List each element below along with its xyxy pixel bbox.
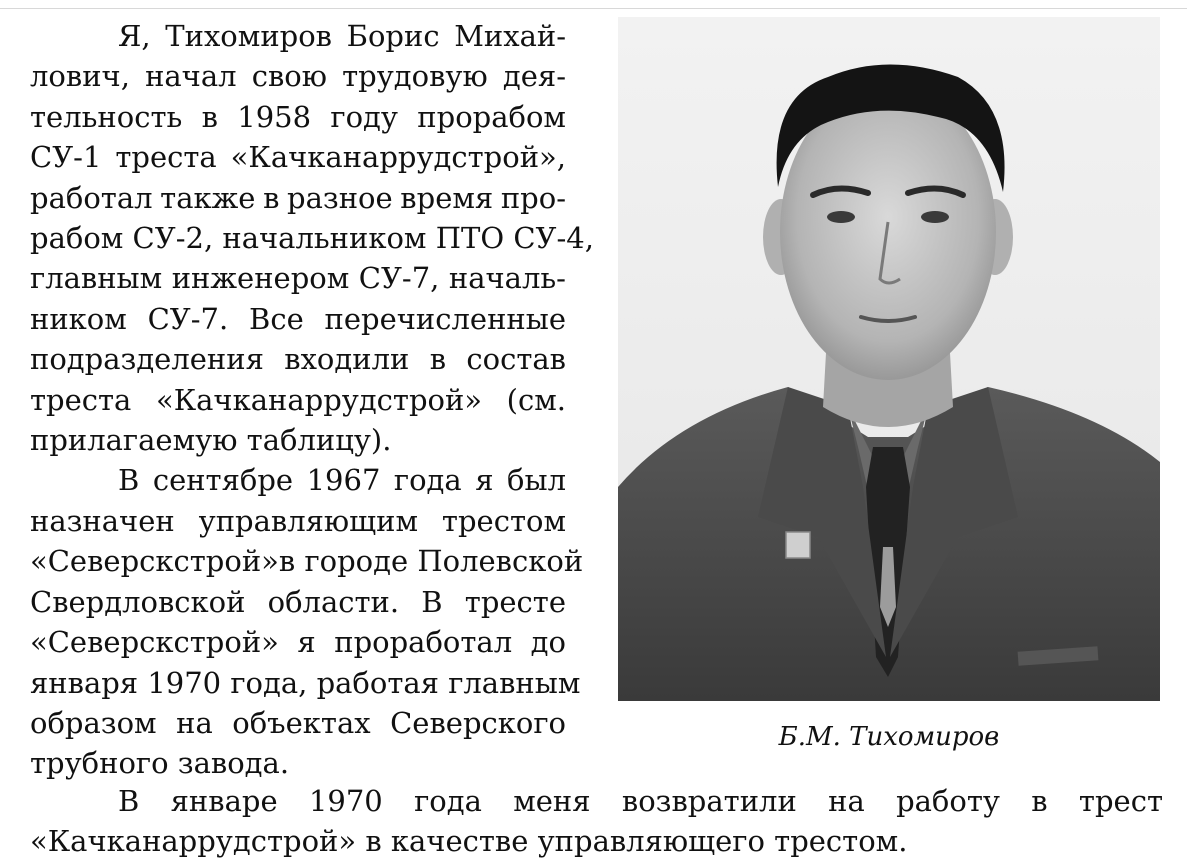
text-line: назначен управляющим трестом [30, 503, 566, 538]
portrait-photo [618, 17, 1160, 701]
text-line: В январе 1970 года меня возвратили на работу в трест [118, 784, 1163, 818]
text-line: ником СУ-7. Все перечисленные [30, 301, 566, 336]
text-line: рабом СУ-2, начальником ПТО СУ-4, [30, 221, 594, 256]
text-line: Свердловской области. В тресте [30, 584, 566, 619]
text-line: работал также в разное время про- [30, 180, 566, 215]
text-line: В сентябре 1967 года я был [118, 463, 566, 498]
text-line: «Северскстрой» я проработал до [30, 625, 566, 660]
text-line: трубного завода. [30, 746, 290, 781]
text-line: треста «Качканаррудстрой» (см. [30, 382, 566, 417]
text-line: Я, Тихомиров Борис Михай- [118, 19, 566, 53]
text-line: тельность в 1958 году прорабом [30, 99, 566, 134]
text-line: главным инженером СУ-7, началь- [30, 261, 566, 296]
text-line: прилагаемую таблицу). [30, 423, 392, 458]
paragraph-2 [30, 460, 584, 783]
text-line: образом на объектах Северского [30, 705, 566, 740]
paragraph-3 [30, 781, 1163, 862]
text-line: «Северскстрой»в городе Полевской [30, 544, 584, 579]
paragraph-1 [30, 16, 594, 460]
text-line: «Качканаррудстрой» в качестве управляющего трестом. [30, 824, 908, 859]
top-rule [0, 8, 1187, 9]
photo-caption: Б.М. Тихомиров [778, 722, 1000, 752]
text-line: лович, начал свою трудовую дея- [30, 59, 566, 94]
text-line: подразделения входили в состав [30, 342, 566, 377]
text-column [30, 16, 594, 784]
text-line: СУ-1 треста «Качканаррудстрой», [30, 140, 566, 175]
portrait-image [618, 17, 1160, 701]
text-line: января 1970 года, работая главным [30, 665, 581, 700]
